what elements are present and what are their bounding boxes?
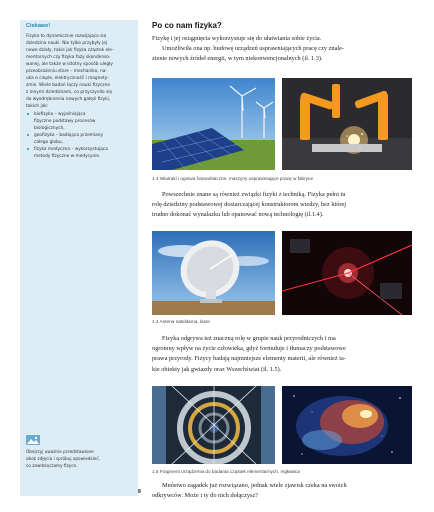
paragraph-1: Fizykę i jej osiągnięcia wykorzystuje się do ułatwiania sobie życia. Umożliwiła ona np. budowę urządzeń usprawniających pracę czy znale- zienie nowych źródeł energii, w tym niekonwencjonalnych (il. 1.3). bbox=[152, 35, 345, 63]
sidebar-footer-text: Obejrzyj uważnie przedstawione obok zdjęcia i spróbuj opowiedzieć, co zawdzięczamy fizyce. bbox=[26, 449, 101, 468]
list-item: biofizyka – wyjaśniająca fizyczne podstawy procesów biologicznych, bbox=[26, 111, 132, 132]
list-item: fizyka medyczna – wykorzystująca metody fizyczne w medycynie. bbox=[26, 146, 132, 160]
paragraph-2: Powszechnie znane są również związki fizyki z techniką. Fizyka pełni tu rolę dziedziny podstawowej dostarczającej konstruktorom wiedzy, bez której trudno dokonać wynalazku lub opanować nową technologię (il.1.4). bbox=[152, 191, 347, 219]
bullet-icon bbox=[27, 113, 29, 115]
photo-factory-robots bbox=[282, 78, 412, 170]
image-icon bbox=[26, 432, 40, 442]
photo-laser bbox=[282, 231, 412, 315]
paragraph-4: Mnóstwo zagadek już rozwiązano, jednak wiele zjawisk czeka na swoich odkrywców. Może i ty do nich dołączysz? bbox=[152, 482, 347, 500]
photo-nebula bbox=[282, 386, 412, 464]
photo-satellite-dish bbox=[152, 231, 275, 315]
main-column bbox=[152, 20, 414, 500]
list-item: geofizyka – badająca przemiany całego globu, bbox=[26, 132, 132, 146]
bullet-icon bbox=[27, 148, 29, 150]
sidebar-footer bbox=[26, 432, 134, 469]
photo-particle-detector bbox=[152, 386, 275, 464]
paragraph-3: Fizyka odgrywa też znaczną rolę w grupie nauk przyrodniczych i ma ogromny wpływ na życie człowieka, gdyż formułuje i tłumaczy podstawowe prawa przyrody. Fizycy badają najmniejsze elementy materii, ale również ta- kie obiekty jak gwiazdy oraz Wszechświat (il. 1.5). bbox=[152, 335, 346, 373]
caption-1-3: 1.3 Wiatraki i ogniwa fotowoltaiczne, maszyny usprawniające pracę w fabryce bbox=[152, 176, 314, 181]
caption-1-5: 1.5 Fragment urządzenia do badania cząstek elementarnych, mgławica bbox=[152, 469, 300, 474]
sidebar-intro: Fizyka to dynamicznie rozwijająca się dziedzina nauki. Nie tylko przybyły jej nowe działy, takie jak fizyka cząstek ele- mentarnych czy fizyka fazy skondenso- wanej, ale także w istotny sposób uległy przeobrażeniu stare – mechanika, na- uka o cieple, elektryczność i magnety- zmie. Wiele badań łączy nauki fizyczne z innymi dziedzinami, co przyczyniło się do wyodrębnienia nowych gałęzi fizyki, takich jak: bbox=[26, 34, 114, 110]
page-number: 8 bbox=[138, 489, 141, 495]
caption-1-4: 1.4 Antena satelitarna, laser bbox=[152, 319, 211, 324]
section-heading: Po co nam fizyka? bbox=[152, 21, 222, 30]
sidebar-box bbox=[20, 20, 138, 496]
sidebar-list bbox=[26, 111, 132, 160]
bullet-icon bbox=[27, 134, 29, 136]
photo-wind-solar bbox=[152, 78, 275, 170]
sidebar-title: Ciekawe! bbox=[26, 23, 51, 29]
sidebar-text bbox=[26, 33, 132, 160]
